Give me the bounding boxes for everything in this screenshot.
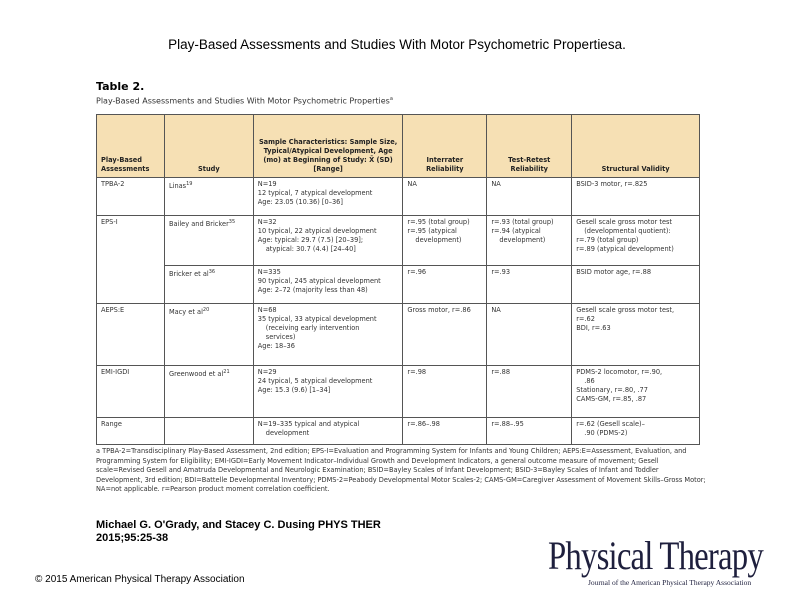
reference-number: 35 xyxy=(228,219,236,225)
interrater-cell xyxy=(403,366,487,418)
study-cell xyxy=(164,304,253,366)
cell-line: r=.93 (total group) xyxy=(491,218,554,226)
header-cell: Sample Characteristics: Sample Size, Typical/Atypical Development, Age (mo) at Beginning of Study: X̄ (SD) [Range] xyxy=(253,115,403,178)
study-cell xyxy=(164,366,253,418)
citation xyxy=(96,519,381,545)
assessment-cell: EMI-IGDI xyxy=(97,366,165,418)
header-cell: Play-Based Assessments xyxy=(97,115,165,178)
caption-text: Play-Based Assessments and Studies With Motor Psychometric Properties xyxy=(96,96,390,106)
cell-line: r=.88–.95 xyxy=(491,420,524,428)
cell-line: N=68 xyxy=(257,306,277,314)
study-name: Macy et al xyxy=(168,308,203,317)
header-cell: Structural Validity xyxy=(572,115,700,178)
validity-cell xyxy=(572,366,700,418)
cell-line: r=.94 (atypical xyxy=(491,227,541,235)
sample-cell xyxy=(253,304,403,366)
header-cell: Study xyxy=(164,115,253,178)
page-title: Play-Based Assessments and Studies With Motor Psychometric Propertiesa. xyxy=(168,37,626,52)
reference-number: 19 xyxy=(186,181,193,187)
logo-tagline: Journal of the American Physical Therapy Association xyxy=(588,578,752,587)
cell-line: Gross motor, r=.86 xyxy=(407,306,471,314)
cell-line: .86 xyxy=(584,377,595,385)
interrater-cell xyxy=(403,216,487,266)
assessment-cell: EPS-I xyxy=(97,216,165,304)
testretest-cell xyxy=(487,216,572,266)
table-row xyxy=(97,418,700,445)
validity-cell xyxy=(572,304,700,366)
sample-cell xyxy=(253,216,403,266)
copyright: © 2015 American Physical Therapy Association xyxy=(35,574,245,585)
table-row xyxy=(97,304,700,366)
cell-line: atypical: 30.7 (4.4) [24–40] xyxy=(265,245,356,253)
cell-line: Gesell scale gross motor test, xyxy=(576,306,675,314)
cell-line: BSID-3 motor, r=.825 xyxy=(576,180,648,188)
table-label: Table 2. xyxy=(96,80,145,93)
header-cell: Test-Retest Reliability xyxy=(487,115,572,178)
testretest-cell xyxy=(487,178,572,216)
study-cell xyxy=(164,418,253,445)
table-caption xyxy=(96,96,393,106)
cell-line: r=.93 xyxy=(491,268,511,276)
validity-cell xyxy=(572,266,700,304)
citation-line-2: 2015;95:25-38 xyxy=(96,532,169,544)
study-name: Greenwood et al xyxy=(168,370,224,379)
cell-line: BDI, r=.63 xyxy=(576,324,611,332)
journal-logo xyxy=(548,535,783,590)
cell-line: r=.89 (atypical development) xyxy=(576,245,674,253)
cell-line: CAMS-GM, r=.85, .87 xyxy=(576,395,647,403)
cell-line: Age: typical: 29.7 (7.5) [20–39]; xyxy=(257,236,364,244)
cell-line: Age: 15.3 (9.6) [1–34] xyxy=(257,386,331,394)
cell-line: r=.79 (total group) xyxy=(576,236,639,244)
cell-line: development) xyxy=(415,236,462,244)
cell-line: 90 typical, 245 atypical development xyxy=(257,277,381,285)
cell-line: Age: 18–36 xyxy=(257,342,295,350)
cell-line: development xyxy=(265,429,310,437)
validity-cell xyxy=(572,178,700,216)
cell-line: development) xyxy=(499,236,546,244)
assessment-cell: Range xyxy=(97,418,165,445)
cell-line: Gesell scale gross motor test xyxy=(576,218,673,226)
sample-cell xyxy=(253,178,403,216)
cell-line: r=.88 xyxy=(491,368,511,376)
cell-line: r=.95 (atypical xyxy=(407,227,457,235)
assessment-cell: TPBA-2 xyxy=(97,178,165,216)
cell-line: BSID motor age, r=.88 xyxy=(576,268,652,276)
table-footnote: a TPBA-2=Transdisciplinary Play-Based Assessment, 2nd edition; EPS-I=Evaluation and Programming System for Infants and Young Children; AEPS:E=Assessment, Evaluation, and Programming System for Eligibility; EMI-IGDI=Early Movement Indicator–Individual Growth and Development Indicators, a general outcome measure of movement; Gesell scale=Revised Gesell and Amatruda Developmental and Neurologic Examination; BSID=Bayley Scales of Infant Development; BSID-3=Bayley Scales of Infant and Toddler Development, 3rd edition; BDI=Battelle Developmental Inventory; PDMS-2=Peabody Developmental Motor Scales-2; CAMS-GM=Caregiver Assessment of Movement Skills–Gross Motor; NA=not applicable. r=Pearson product moment correlation coefficient. xyxy=(96,447,706,493)
table-row xyxy=(97,366,700,418)
study-name: Bailey and Bricker xyxy=(168,220,229,229)
cell-line: r=.86–.98 xyxy=(407,420,440,428)
cell-line: 12 typical, 7 atypical development xyxy=(257,189,373,197)
cell-line: N=32 xyxy=(257,218,277,226)
header-row xyxy=(97,115,700,178)
data-table xyxy=(96,114,700,445)
cell-line: Age: 2–72 (majority less than 48) xyxy=(257,286,368,294)
cell-line: NA xyxy=(491,180,501,188)
sample-cell xyxy=(253,266,403,304)
cell-line: N=29 xyxy=(257,368,277,376)
validity-cell xyxy=(572,418,700,445)
reference-number: 20 xyxy=(202,307,210,313)
testretest-cell xyxy=(487,304,572,366)
logo-name: Physical Therapy xyxy=(548,533,763,578)
cell-line: NA xyxy=(491,306,501,314)
testretest-cell xyxy=(487,366,572,418)
cell-line: r=.98 xyxy=(407,368,427,376)
reference-number: 21 xyxy=(223,369,230,375)
cell-line: .90 (PDMS-2) xyxy=(584,429,628,437)
cell-line: r=.62 (Gesell scale)– xyxy=(576,420,645,428)
header-cell: Interrater Reliability xyxy=(403,115,487,178)
table-row xyxy=(97,266,700,304)
cell-line: r=.62 xyxy=(576,315,595,323)
reference-number: 36 xyxy=(208,269,216,275)
cell-line: r=.96 xyxy=(407,268,427,276)
cell-line: 10 typical, 22 atypical development xyxy=(257,227,377,235)
table-row xyxy=(97,178,700,216)
cell-line: Age: 23.05 (10.36) [0–36] xyxy=(257,198,343,206)
testretest-cell xyxy=(487,266,572,304)
sample-cell xyxy=(253,366,403,418)
study-cell xyxy=(164,178,253,216)
cell-line: (developmental quotient): xyxy=(584,227,671,235)
cell-line: N=19 xyxy=(257,180,277,188)
assessment-cell: AEPS:E xyxy=(97,304,165,366)
citation-line-1: Michael G. O'Grady, and Stacey C. Dusing PHYS THER xyxy=(96,519,381,531)
table-row xyxy=(97,216,700,266)
interrater-cell xyxy=(403,418,487,445)
cell-line: 35 typical, 33 atypical development xyxy=(257,315,377,323)
cell-line: Stationary, r=.80, .77 xyxy=(576,386,648,394)
cell-line: 24 typical, 5 atypical development xyxy=(257,377,373,385)
study-cell xyxy=(164,216,253,266)
interrater-cell xyxy=(403,266,487,304)
sample-cell xyxy=(253,418,403,445)
testretest-cell xyxy=(487,418,572,445)
cell-line: PDMS-2 locomotor, r=.90, xyxy=(576,368,663,376)
cell-line: N=19–335 typical and atypical xyxy=(257,420,360,428)
cell-line: N=335 xyxy=(257,268,281,276)
validity-cell xyxy=(572,216,700,266)
study-name: Bricker et al xyxy=(168,270,209,279)
cell-line: NA xyxy=(407,180,417,188)
interrater-cell xyxy=(403,304,487,366)
interrater-cell xyxy=(403,178,487,216)
study-cell xyxy=(164,266,253,304)
cell-line: services) xyxy=(265,333,296,341)
caption-sup: a xyxy=(389,96,393,102)
cell-line: r=.95 (total group) xyxy=(407,218,470,226)
cell-line: (receiving early intervention xyxy=(265,324,360,332)
study-name: Linas xyxy=(168,182,187,191)
